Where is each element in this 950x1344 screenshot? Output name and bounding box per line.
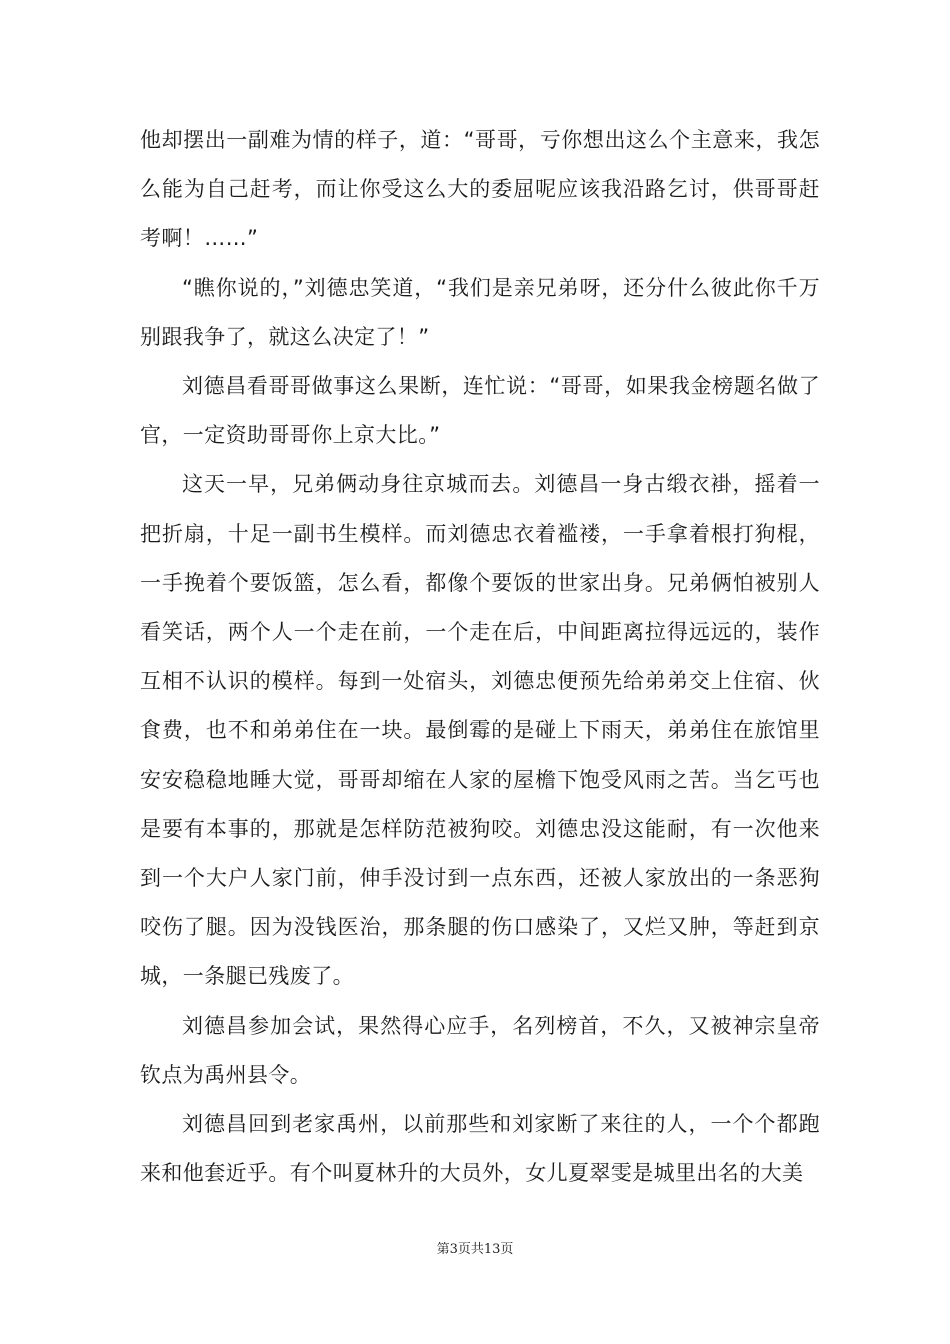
body-text [140,116,820,1198]
paragraph: 他却摆出一副难为情的样子，道：“哥哥，亏你想出这么个主意来，我怎么能为自己赶考，而让你受这么大的委屈呢应该我沿路乞讨，供哥哥赶考啊！……” [140,128,820,251]
paragraph: 刘德昌回到老家禹州，以前那些和刘家断了来往的人，一个个都跑来和他套近乎。有个叫夏林升的大员外，女儿夏翠雯是城里出名的大美 [140,1112,820,1186]
paragraph: 刘德昌参加会试，果然得心应手，名列榜首，不久，又被神宗皇帝钦点为禹州县令。 [140,1013,820,1087]
page-number: 第3页共13页 [436,1242,514,1257]
paragraph: “瞧你说的，”刘德忠笑道，“我们是亲兄弟呀，还分什么彼此你千万别跟我争了，就这么决定了！” [140,275,820,349]
paragraph: 这天一早，兄弟俩动身往京城而去。刘德昌一身古缎衣褂，摇着一把折扇，十足一副书生模样。而刘德忠衣着褴褛，一手拿着根打狗棍，一手挽着个要饭篮，怎么看，都像个要饭的世家出身。兄弟俩怕被别人看笑话，两个人一个走在前，一个走在后，中间距离拉得远远的，装作互相不认识的模样。每到一处宿头，刘德忠便预先给弟弟交上住宿、伙食费，也不和弟弟住在一块。最倒霉的是碰上下雨天，弟弟住在旅馆里安安稳稳地睡大觉，哥哥却缩在人家的屋檐下饱受风雨之苦。当乞丐也是要有本事的，那就是怎样防范被狗咬。刘德忠没这能耐，有一次他来到一个大户人家门前，伸手没讨到一点东西，还被人家放出的一条恶狗咬伤了腿。因为没钱医治，那条腿的伤口感染了，又烂又肿，等赶到京城，一条腿已残废了。 [140,472,820,989]
paragraph: 刘德昌看哥哥做事这么果断，连忙说：“哥哥，如果我金榜题名做了官，一定资助哥哥你上京大比。” [140,374,820,448]
